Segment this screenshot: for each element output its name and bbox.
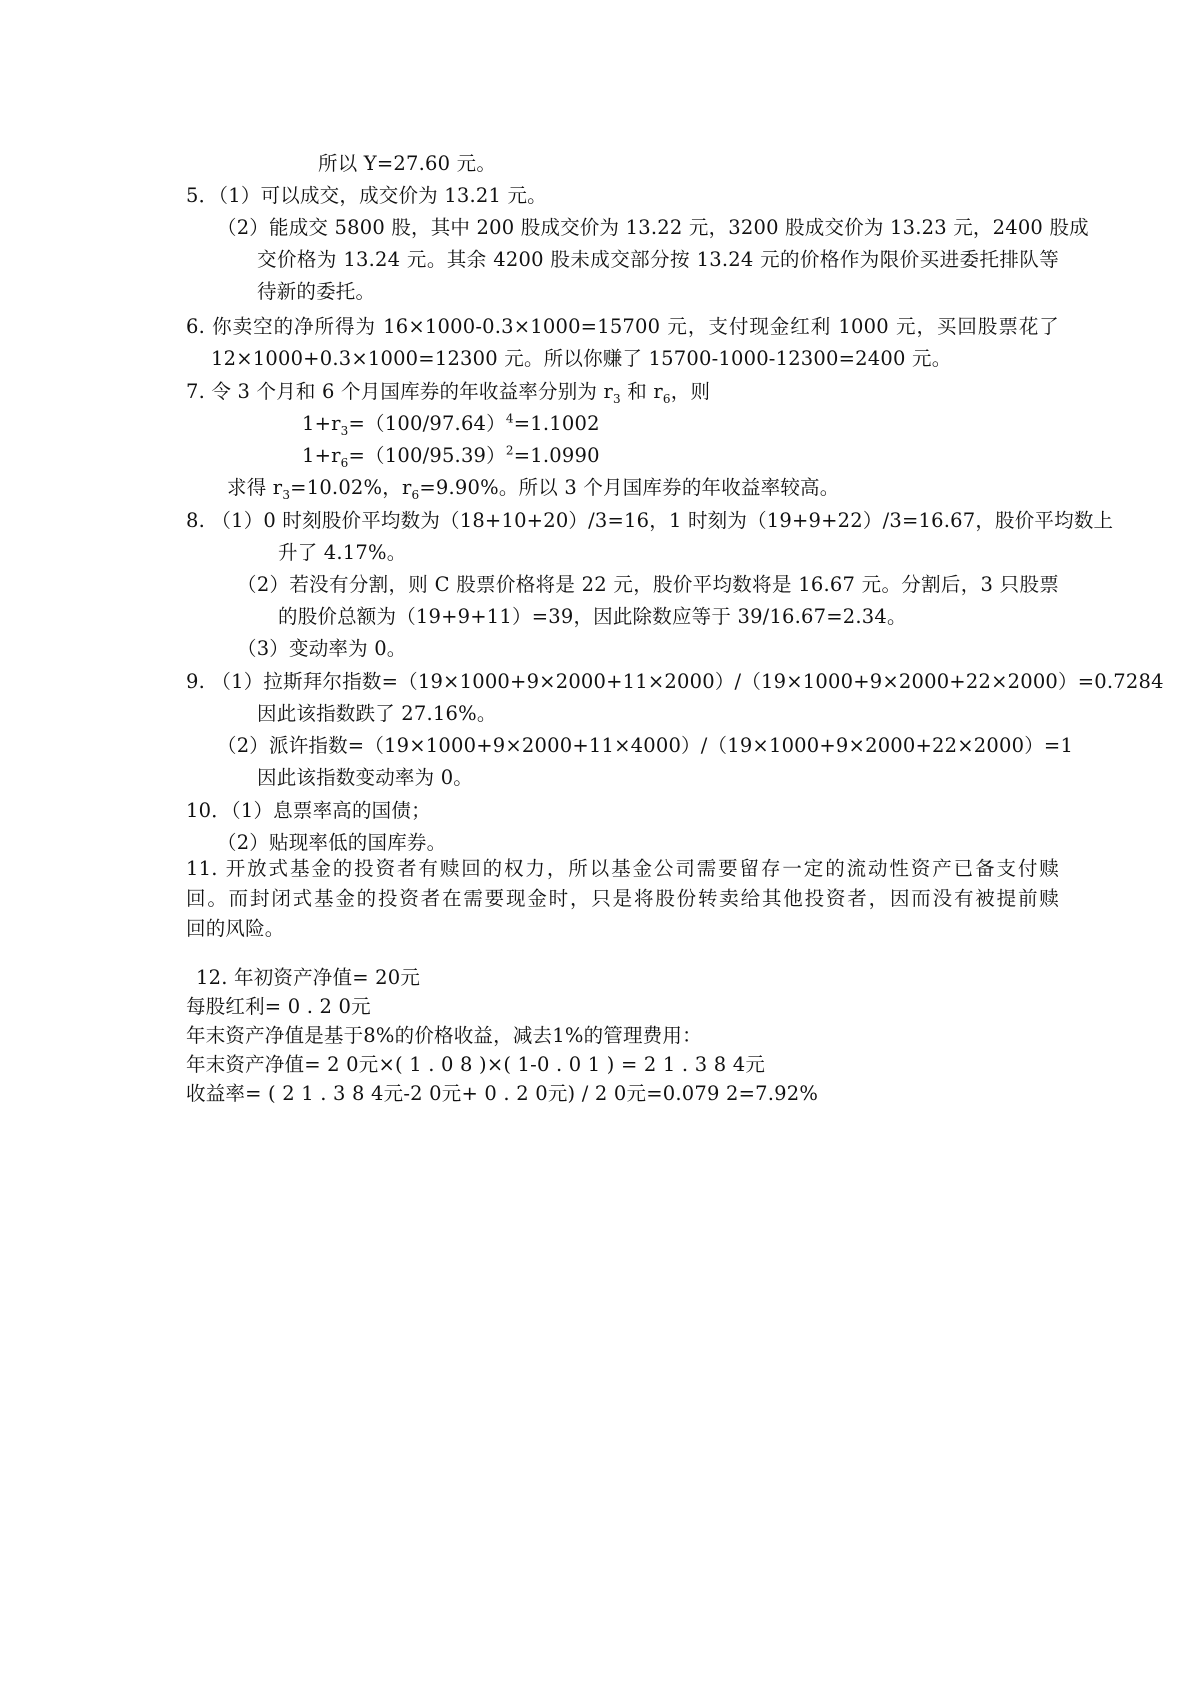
answer-8-part1-line1: 8. （1）0 时刻股价平均数为（18+10+20）/3=16，1 时刻为（19+9+22）/3=16.67，股价平均数上 [186, 509, 1114, 532]
answer-10-part2: （2）贴现率低的国库券。 [217, 831, 447, 854]
superscript: 4 [505, 411, 514, 426]
conclusion-text: =10.02%，r [290, 476, 412, 499]
formula-text: =1.0990 [513, 444, 600, 467]
answer-7-formula-2 [302, 440, 600, 472]
answer-8-part3: （3）变动率为 0。 [237, 637, 407, 660]
subscript: 6 [662, 391, 671, 406]
subscript: 6 [340, 455, 349, 470]
answer-9-part1-line2: 因此该指数跌了 27.16%。 [257, 702, 497, 725]
answer-12-line5: 收益率= ( 2 1 . 3 8 4元-2 0元+ 0 . 2 0元) / 2 0元=0.079 2=7.92% [186, 1082, 819, 1105]
formula-text: 1+r [302, 444, 341, 467]
subscript: 3 [340, 423, 349, 438]
answer-9-part2-line1: （2）派许指数=（19×1000+9×2000+11×4000）/（19×1000+9×2000+22×2000）=1 [217, 734, 1074, 757]
answer-4-result: 所以 Y=27.60 元。 [318, 152, 497, 175]
answer-9-part2-line2: 因此该指数变动率为 0。 [257, 766, 474, 789]
answer-12-line2: 每股红利= 0 . 2 0元 [186, 995, 371, 1018]
answer-7-line1-text-mid: 和 r [620, 380, 663, 403]
answer-7-line1-text-before: 7. 令 3 个月和 6 个月国库券的年收益率分别为 r [186, 380, 614, 403]
answer-12-line3: 年末资产净值是基于8%的价格收益，减去1%的管理费用： [186, 1024, 702, 1047]
answer-6-line2: 12×1000+0.3×1000=12300 元。所以你赚了 15700-1000-12300=2400 元。 [211, 347, 952, 370]
answer-7-formula-1 [302, 408, 600, 440]
subscript: 3 [282, 487, 291, 502]
answer-9-part1-line1: 9. （1）拉斯拜尔指数=（19×1000+9×2000+11×2000）/（19×1000+9×2000+22×2000）=0.7284 [186, 670, 1164, 693]
answer-7-line1-text-after: ，则 [670, 380, 711, 403]
answer-8-part2-line2: 的股价总额为（19+9+11）=39，因此除数应等于 39/16.67=2.34。 [278, 605, 907, 628]
subscript: 3 [613, 391, 621, 406]
conclusion-text: 求得 r [227, 476, 283, 499]
answer-5-part2-line2: 交价格为 13.24 元。其余 4200 股未成交部分按 13.24 元的价格作为限价买进委托排队等 [257, 248, 1059, 271]
answer-11-line2: 回。而封闭式基金的投资者在需要现金时，只是将股份转卖给其他投资者，因而没有被提前赎 [186, 887, 1059, 910]
formula-text: =1.1002 [513, 412, 600, 435]
answer-7-line1 [186, 376, 710, 408]
answer-12-line4: 年末资产净值= 2 0元×( 1 . 0 8 )×( 1-0 . 0 1 ) = 2 1 . 3 8 4元 [186, 1053, 766, 1076]
answer-11-line1: 11. 开放式基金的投资者有赎回的权力，所以基金公司需要留存一定的流动性资产已备支付赎 [186, 857, 1059, 880]
answer-5-part2-line3: 待新的委托。 [257, 280, 376, 303]
formula-text: 1+r [302, 412, 341, 435]
answer-8-part1-line2: 升了 4.17%。 [278, 541, 407, 564]
answer-8-part2-line1: （2）若没有分割，则 C 股票价格将是 22 元，股价平均数将是 16.67 元。分割后，3 只股票 [237, 573, 1059, 596]
formula-text: =（100/95.39） [348, 444, 506, 467]
answer-5-part1: 5．（1）可以成交，成交价为 13.21 元。 [186, 184, 547, 207]
subscript: 6 [411, 487, 420, 502]
answer-5-part2-line1: （2）能成交 5800 股，其中 200 股成交价为 13.22 元，3200 股成交价为 13.23 元，2400 股成 [217, 216, 1089, 239]
conclusion-text: =9.90%。所以 3 个月国库券的年收益率较高。 [419, 476, 840, 499]
answer-7-conclusion [227, 472, 839, 504]
formula-text: =（100/97.64） [348, 412, 506, 435]
answer-6-line1: 6. 你卖空的净所得为 16×1000-0.3×1000=15700 元，支付现金红利 1000 元，买回股票花了 [186, 315, 1059, 338]
answer-12-line1: 12. 年初资产净值= 20元 [196, 966, 421, 989]
answer-10-part1: 10．（1）息票率高的国债； [186, 799, 431, 822]
answer-11-line3: 回的风险。 [186, 917, 285, 940]
superscript: 2 [505, 443, 514, 458]
